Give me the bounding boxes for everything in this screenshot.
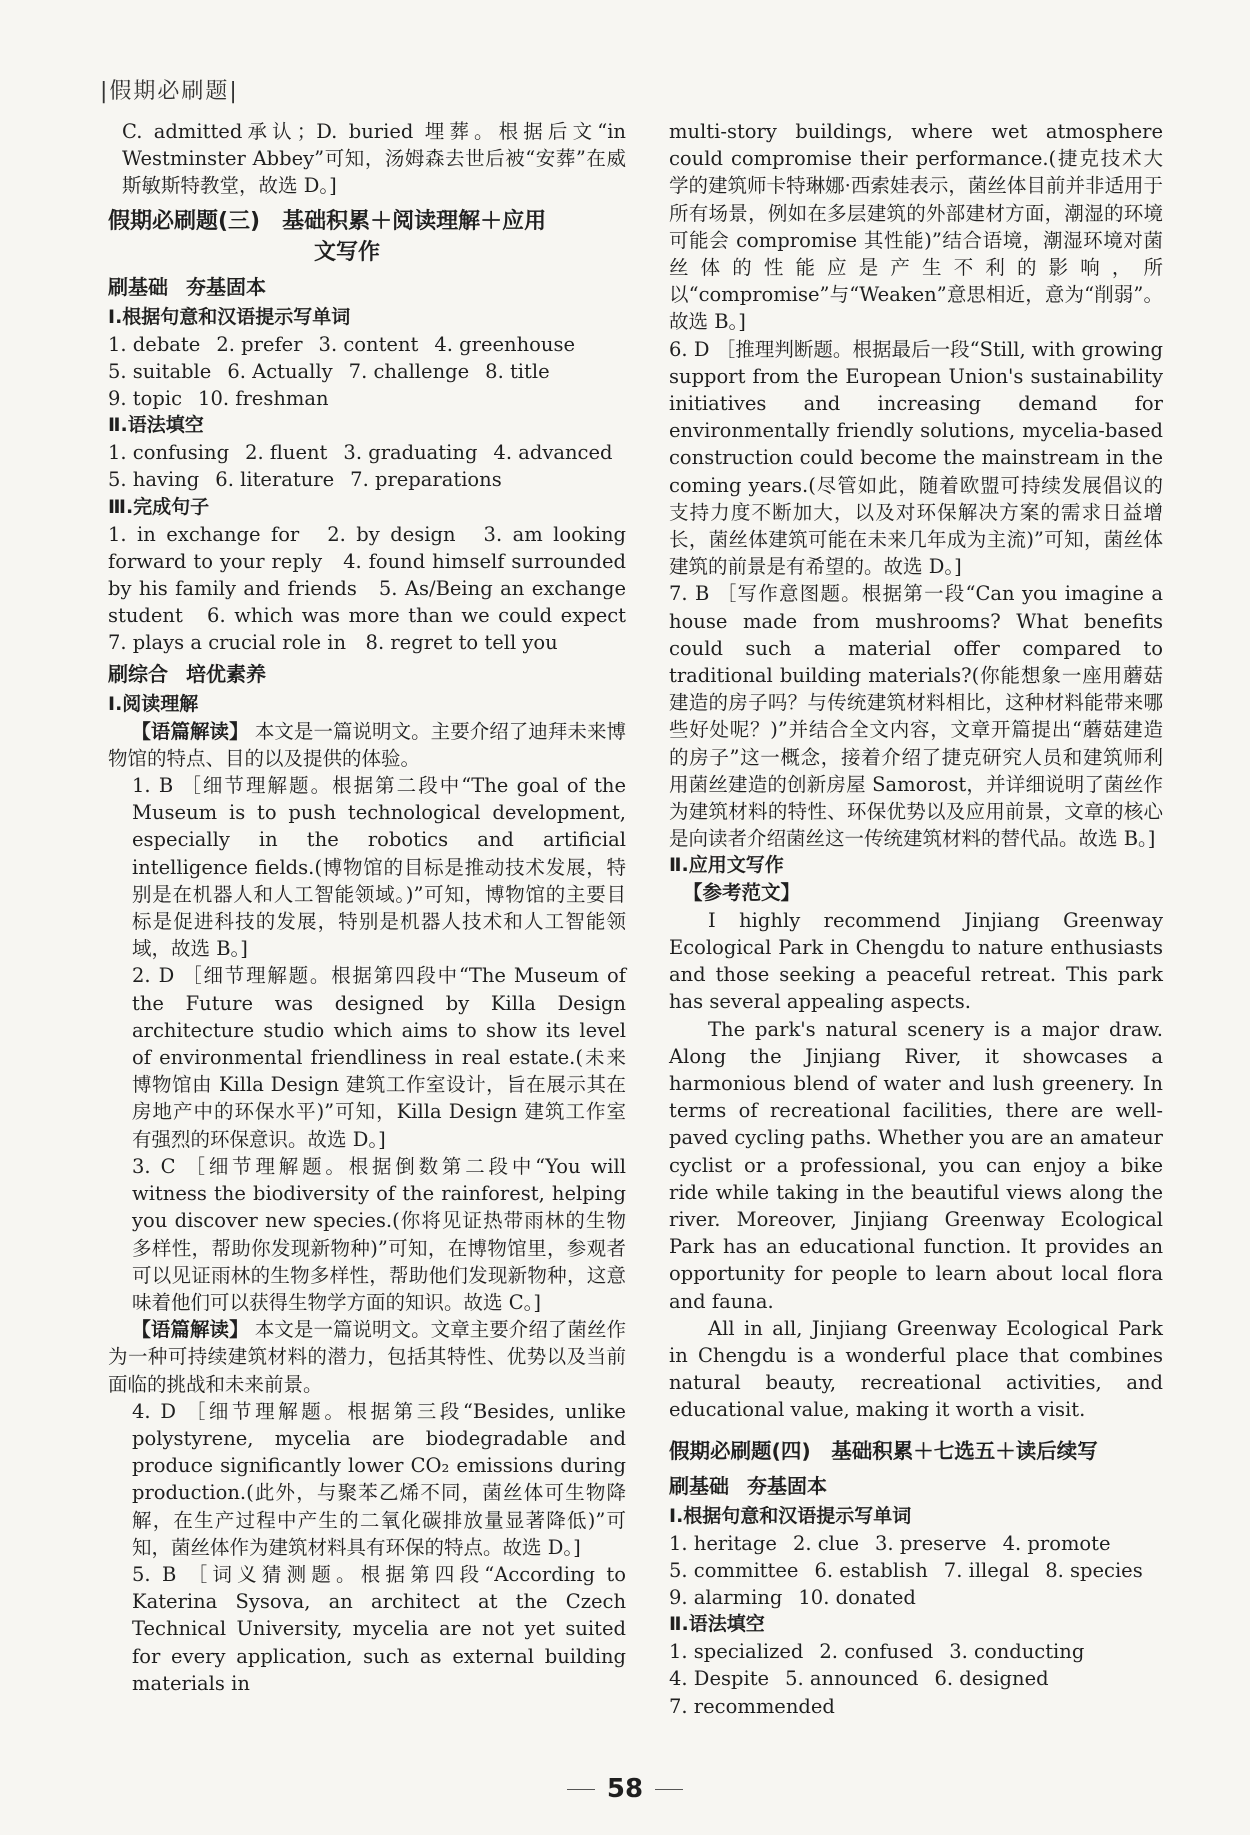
answer: 7. recommended	[669, 1694, 835, 1718]
answer: 7. challenge	[348, 359, 470, 383]
answer: 4. promote	[1002, 1531, 1111, 1555]
answer: 8. title	[485, 359, 550, 383]
answer: 1. debate	[108, 332, 201, 356]
answer: 1. heritage	[669, 1531, 777, 1555]
basic-title-2	[669, 1471, 1163, 1501]
question-number: 7. B	[669, 582, 710, 606]
basic-title-b: 夯基固本	[747, 1473, 827, 1498]
reference-essay	[669, 907, 1163, 1424]
part-1-answers-2	[669, 1530, 1163, 1612]
comprehensive-title	[108, 659, 626, 689]
passage-intro-1	[108, 718, 626, 772]
question-number: 6. D	[669, 337, 710, 361]
answer: 10. donated	[798, 1585, 916, 1609]
answer: 6. Actually	[227, 359, 333, 383]
question-5-continuation: multi-story buildings, where wet atmosphere could compromise their performance.(捷克技术大学的建筑师卡特琳娜·西索娃表示，菌丝体目前并非适用于所有场景，例如在多层建筑的外部建材方面，潮湿的环境可能会 compromise 其性能)”结合语境，潮湿环境对菌丝体的性能应是产生不利的影响，所以“compromise”与“Weaken”意思相近，意为“削弱”。故选 B。]	[669, 120, 1163, 334]
part-2-title-2: Ⅱ.语法填空	[669, 1613, 765, 1636]
answer: 3. content	[318, 332, 419, 356]
part-1-answers	[108, 331, 626, 413]
answer: 6. designed	[934, 1667, 1049, 1691]
question-explanation: ［写作意图题。根据第一段“Can you imagine a house made from mushrooms? What benefits could such a material offer compared to traditional building materials?(你能想象一座用蘑菇建造的房子吗？与传统建筑材料相比，这种材料能带来哪些好处呢？)”并结合全文内容，文章开篇提出“蘑菇建造的房子”这一概念，接着介绍了捷克研究人员和建筑师利用菌丝建造的创新房屋 Samorost，并详细说明了菌丝作为建筑材料的特性、环保优势以及应用前景，文章的核心是向读者介绍菌丝这一传统建筑材料的替代品。故选 B。]	[669, 582, 1163, 851]
answer: 4. greenhouse	[434, 332, 575, 356]
answer: 9. alarming	[669, 1585, 783, 1609]
header-tag: |假期必刷题|	[100, 79, 239, 104]
answer: 4. Despite	[669, 1667, 770, 1691]
answer: 7. illegal	[943, 1558, 1030, 1582]
answer: 9. topic	[108, 387, 183, 411]
answer: 2. clue	[792, 1531, 860, 1555]
question-number: 5. B	[132, 1562, 177, 1586]
question-6	[669, 336, 1163, 581]
section-3-title	[108, 206, 626, 268]
basic-title	[108, 272, 626, 302]
page-number: 58	[0, 1774, 1250, 1804]
question-number: 3. C	[132, 1154, 176, 1178]
question-explanation: ［推理判断题。根据最后一段“Still, with growing support from the European Union's sustainability initiatives and increasing demand for environmentally friendly solutions, mycelia-based construction could become the mainstream in the coming years.(尽管如此，随着欧盟可持续发展倡议的支持力度不断加大，以及对环保解决方案的需求日益增长，菌丝体建筑可能在未来几年成为主流)”可知，菌丝体建筑的前景是有希望的。故选 D。]	[669, 337, 1163, 579]
answer: 2. prefer	[216, 332, 303, 356]
part-2-answers	[108, 439, 626, 493]
reading-title: Ⅰ.阅读理解	[108, 692, 199, 715]
answer: 1. specialized	[669, 1640, 804, 1664]
question-3	[108, 1153, 626, 1316]
question-4	[108, 1398, 626, 1561]
essay-paragraph: The park's natural scenery is a major draw. Along the Jinjiang River, it showcases a harmonious blend of water and lush greenery. In terms of recreational facilities, there are well-paved cycling paths. Whether you are an amateur cyclist or a professional, you can enjoy a bike ride while taking in the beautiful views along the river. Moreover, Jinjiang Greenway Ecological Park has an educational function. It provides an opportunity for people to learn about local flora and fauna.	[669, 1017, 1164, 1313]
question-number: 2. D	[132, 964, 175, 988]
answer: 8. species	[1045, 1558, 1143, 1582]
right-column	[669, 118, 1163, 1720]
answer: 5. suitable	[108, 359, 212, 383]
question-7	[669, 580, 1163, 852]
part-2-title: Ⅱ.语法填空	[108, 414, 204, 437]
section-4-title: 假期必刷题(四) 基础积累＋七选五＋读后续写	[669, 1438, 1098, 1463]
question-explanation: ［词义猜测题。根据第四段“According to Katerina Sysova, an architect at the Czech Technical University, mycelia are not yet suited for every application, such as external building materials in	[132, 1562, 626, 1695]
part-1-title-2: Ⅰ.根据句意和汉语提示写单词	[669, 1504, 912, 1527]
basic-title-b: 夯基固本	[186, 274, 266, 299]
question-explanation: ［细节理解题。根据倒数第二段中“You will witness the biodiversity of the rainforest, helping you discover new species.(你将见证热带雨林的生物多样性，帮助你发现新物种)”可知，在博物馆里，参观者可以见证雨林的生物多样性，帮助他们发现新物种，这意味着他们可以获得生物学方面的知识。故选 C。]	[132, 1154, 626, 1314]
answer: 10. freshman	[198, 387, 329, 411]
answer: 3. preserve	[875, 1531, 987, 1555]
continuation-paragraph: C. admitted承认；D. buried 埋葬。根据后文“in Westminster Abbey”可知，汤姆森去世后被“安葬”在威斯敏斯特教堂，故选 D。]	[122, 120, 626, 198]
answer: 2. fluent	[245, 441, 328, 465]
answer: 6. literature	[215, 468, 335, 492]
essay-paragraph: All in all, Jinjiang Greenway Ecological Park in Chengdu is a wonderful place that combines natural beauty, recreational activities, and educational value, making it worth a visit.	[669, 1316, 1163, 1422]
part-3-answers: 1. in exchange for 2. by design 3. am looking forward to your reply 4. found himself surrounded by his family and friends 5. As/Being an exchange student 6. which was more than we could expect 7. plays a crucial role in 8. regret to tell you	[108, 522, 646, 655]
question-1	[108, 772, 626, 962]
part-1-title: Ⅰ.根据句意和汉语提示写单词	[108, 305, 351, 328]
essay-paragraph: I highly recommend Jinjiang Greenway Ecological Park in Chengdu to nature enthusiasts and those seeking a peaceful retreat. This park has several appealing aspects.	[669, 908, 1163, 1014]
answer: 1. confusing	[108, 441, 230, 465]
question-number: 1. B	[132, 774, 174, 798]
basic-title-a: 刷基础	[108, 274, 168, 299]
answer: 6. establish	[814, 1558, 928, 1582]
passage-intro-2	[108, 1316, 626, 1398]
question-explanation: ［细节理解题。根据第二段中“The goal of the Museum is to push technological development, especially in the robotics and artificial intelligence fields.(博物馆的目标是推动技术发展，特别是在机器人和人工智能领域。)”可知，博物馆的主要目标是促进科技的发展，特别是机器人技术和人工智能领域，故选 B。]	[132, 774, 626, 961]
question-2	[108, 962, 626, 1152]
basic-title-a: 刷基础	[669, 1473, 729, 1498]
intro-text: 本文是一篇说明文。主要介绍了迪拜未来博物馆的特点、目的以及提供的体验。	[108, 719, 626, 770]
intro-label: 【语篇解读】	[131, 1318, 249, 1342]
part-2-answers-2	[669, 1638, 1163, 1720]
answer: 2. confused	[819, 1640, 934, 1664]
question-explanation: ［细节理解题。根据第四段中“The Museum of the Future was designed by Killa Design architecture studio which aims to show its level of environmental friendliness in real estate.(未来博物馆由 Killa Design 建筑工作室设计，旨在展示其在房地产中的环保水平)”可知，Killa Design 建筑工作室有强烈的环保意识。故选 D。]	[132, 964, 626, 1151]
answer: 7. preparations	[350, 468, 502, 492]
question-5	[108, 1561, 626, 1697]
answer: 5. committee	[669, 1558, 799, 1582]
left-column	[108, 118, 646, 1697]
answer: 3. conducting	[949, 1640, 1085, 1664]
answer: 3. graduating	[343, 441, 478, 465]
writing-title: Ⅱ.应用文写作	[669, 854, 784, 877]
part-3-title: Ⅲ.完成句子	[108, 495, 210, 518]
section-3-title-line2: 文写作	[314, 239, 381, 265]
intro-label: 【语篇解读】	[131, 719, 249, 743]
answer: 5. announced	[785, 1667, 919, 1691]
section-3-title-line1: 假期必刷题(三) 基础积累＋阅读理解＋应用	[108, 208, 547, 234]
question-number: 4. D	[132, 1399, 177, 1423]
comp-title-a: 刷综合	[108, 661, 168, 686]
question-explanation: ［细节理解题。根据第三段“Besides, unlike polystyrene, mycelia are biodegradable and produce significantly lower CO₂ emissions during production.(此外，与聚苯乙烯不同，菌丝体可生物降解，在生产过程中产生的二氧化碳排放量显著降低)”可知，菌丝体作为建筑材料具有环保的特点。故选 D。]	[132, 1399, 626, 1559]
intro-text: 本文是一篇说明文。文章主要介绍了菌丝作为一种可持续建筑材料的潜力，包括其特性、优势以及当前面临的挑战和未来前景。	[108, 1318, 626, 1396]
answer: 4. advanced	[493, 441, 613, 465]
answer: 5. having	[108, 468, 200, 492]
reference-essay-title: 【参考范文】	[683, 881, 801, 905]
comp-title-b: 培优素养	[186, 661, 266, 686]
